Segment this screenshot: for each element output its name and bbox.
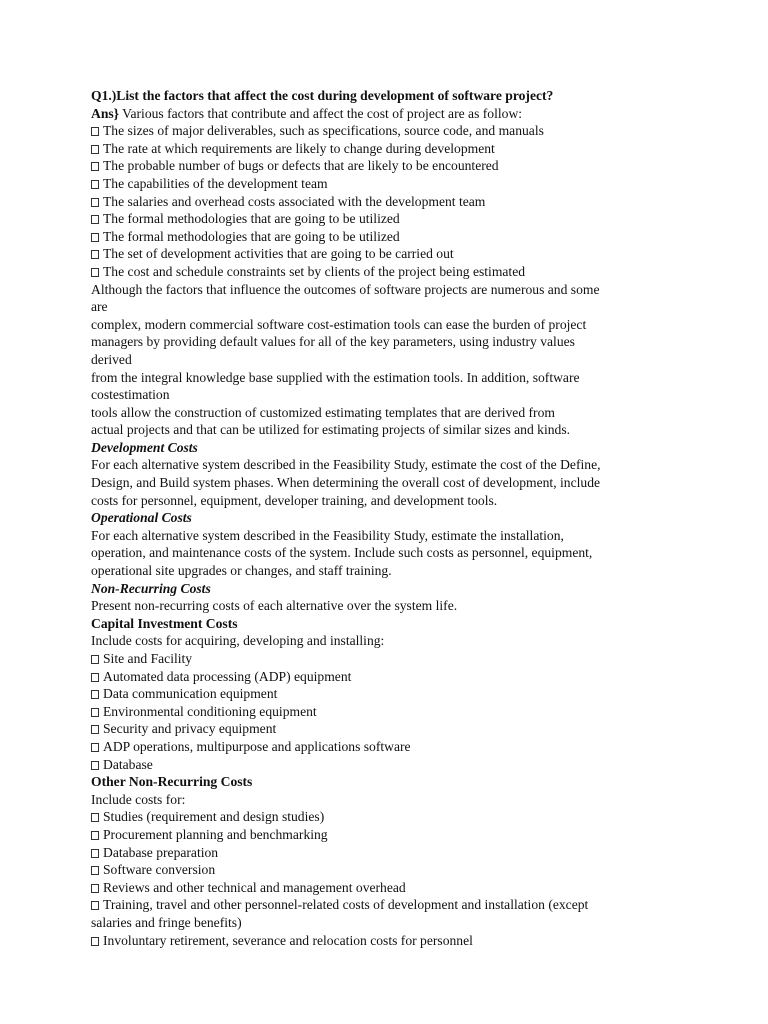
paragraph-line: For each alternative system described in the Feasibility Study, estimate the installation,	[91, 527, 564, 543]
answer-intro-text: Various factors that contribute and affect the cost of project are as follow:	[119, 105, 523, 121]
paragraph-line: Include costs for acquiring, developing and installing:	[91, 633, 385, 649]
paragraph-line: For each alternative system described in the Feasibility Study, estimate the cost of the Define,	[91, 457, 601, 473]
checkbox-bullet-icon	[91, 198, 99, 207]
paragraph-line: Although the factors that influence the outcomes of software projects are numerous and some	[91, 281, 600, 297]
paragraph-line: are	[91, 299, 108, 315]
section-heading-operational-costs: Operational Costs	[91, 510, 192, 526]
paragraph-line: Present non-recurring costs of each alternative over the system life.	[91, 598, 458, 614]
section-heading-non-recurring-costs: Non-Recurring Costs	[91, 580, 211, 596]
paragraph-line: from the integral knowledge base supplied with the estimation tools. In addition, software	[91, 369, 580, 385]
paragraph-line: costs for personnel, equipment, developer training, and development tools.	[91, 492, 498, 508]
factor-item: The formal methodologies that are going to be utilized	[91, 228, 691, 246]
paragraph-line: operational site upgrades or changes, and staff training.	[91, 563, 392, 579]
answer-intro	[91, 105, 691, 123]
factor-item: The set of development activities that are going to be carried out	[91, 245, 691, 263]
paragraph-line: costestimation	[91, 387, 170, 403]
list-item: Reviews and other technical and management overhead	[91, 879, 691, 897]
checkbox-bullet-icon	[91, 127, 99, 136]
list-item: Automated data processing (ADP) equipment	[91, 668, 691, 686]
paragraph-line: Design, and Build system phases. When determining the overall cost of development, include	[91, 475, 601, 491]
checkbox-bullet-icon	[91, 655, 99, 664]
answer-label: Ans}	[91, 105, 120, 121]
list-item: Software conversion	[91, 861, 691, 879]
list-item: Data communication equipment	[91, 685, 691, 703]
paragraph-line: Include costs for:	[91, 791, 186, 807]
paragraph-line: complex, modern commercial software cost-estimation tools can ease the burden of project	[91, 316, 587, 332]
checkbox-bullet-icon	[91, 725, 99, 734]
list-item: Security and privacy equipment	[91, 720, 691, 738]
checkbox-bullet-icon	[91, 901, 99, 910]
factor-item: The capabilities of the development team	[91, 175, 691, 193]
list-item-continuation: salaries and fringe benefits)	[91, 914, 242, 930]
list-item: Site and Facility	[91, 650, 691, 668]
checkbox-bullet-icon	[91, 937, 99, 946]
list-item: Involuntary retirement, severance and relocation costs for personnel	[91, 932, 691, 950]
checkbox-bullet-icon	[91, 690, 99, 699]
section-heading-other-non-recurring-costs: Other Non-Recurring Costs	[91, 774, 253, 790]
paragraph-line: tools allow the construction of customized estimating templates that are derived from	[91, 404, 555, 420]
list-item: Database	[91, 756, 691, 774]
list-item: Training, travel and other personnel-related costs of development and installation (except	[91, 896, 691, 914]
factor-item: The sizes of major deliverables, such as specifications, source code, and manuals	[91, 122, 691, 140]
checkbox-bullet-icon	[91, 673, 99, 682]
paragraph-line: operation, and maintenance costs of the system. Include such costs as personnel, equipment,	[91, 545, 593, 561]
list-item: ADP operations, multipurpose and applications software	[91, 738, 691, 756]
checkbox-bullet-icon	[91, 145, 99, 154]
checkbox-bullet-icon	[91, 813, 99, 822]
paragraph-line: managers by providing default values for all of the key parameters, using industry values	[91, 334, 575, 350]
checkbox-bullet-icon	[91, 743, 99, 752]
checkbox-bullet-icon	[91, 162, 99, 171]
list-item: Environmental conditioning equipment	[91, 703, 691, 721]
list-item: Studies (requirement and design studies)	[91, 808, 691, 826]
list-item: Procurement planning and benchmarking	[91, 826, 691, 844]
list-item: Database preparation	[91, 844, 691, 862]
checkbox-bullet-icon	[91, 233, 99, 242]
paragraph-line: derived	[91, 351, 132, 367]
checkbox-bullet-icon	[91, 866, 99, 875]
factor-item: The cost and schedule constraints set by clients of the project being estimated	[91, 263, 691, 281]
document-page	[91, 87, 691, 949]
checkbox-bullet-icon	[91, 250, 99, 259]
section-heading-capital-investment-costs: Capital Investment Costs	[91, 615, 238, 631]
factor-item: The rate at which requirements are likely to change during development	[91, 140, 691, 158]
section-heading-development-costs: Development Costs	[91, 439, 198, 455]
factor-item: The salaries and overhead costs associated with the development team	[91, 193, 691, 211]
checkbox-bullet-icon	[91, 884, 99, 893]
factor-item: The formal methodologies that are going to be utilized	[91, 210, 691, 228]
paragraph-line: actual projects and that can be utilized for estimating projects of similar sizes and kinds.	[91, 422, 571, 438]
checkbox-bullet-icon	[91, 831, 99, 840]
question-title: Q1.)List the factors that affect the cost during development of software project?	[91, 88, 554, 103]
checkbox-bullet-icon	[91, 268, 99, 277]
checkbox-bullet-icon	[91, 849, 99, 858]
factor-item: The probable number of bugs or defects that are likely to be encountered	[91, 157, 691, 175]
checkbox-bullet-icon	[91, 180, 99, 189]
checkbox-bullet-icon	[91, 761, 99, 770]
checkbox-bullet-icon	[91, 215, 99, 224]
checkbox-bullet-icon	[91, 708, 99, 717]
